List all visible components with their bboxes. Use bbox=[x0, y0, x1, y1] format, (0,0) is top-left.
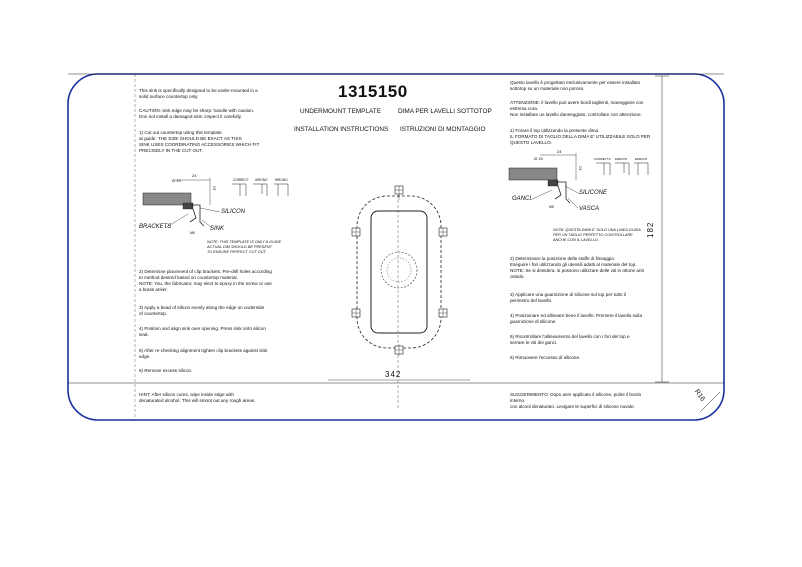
left-step5: 5) After re-checking alignment tighten clip brackets against sink edge. bbox=[139, 348, 268, 359]
right-step2: 2) Determinare la posizione delle staffe di fissaggio. Eseguire i fori utilizzando gli utensili adatti al materiale del top. NOTE: Se si desidera, si possono utilizzare delle viti in ottone anti ossido. bbox=[510, 256, 644, 279]
fit-wrong2-left: WRONG bbox=[275, 178, 288, 182]
fit-wrong2-right: ERRATO bbox=[635, 157, 648, 161]
right-step3: 3) Applicare una guarnizione di silicone sul top per tutto il perimetro del lavello. bbox=[510, 292, 626, 303]
fit-wrong1-left: WRONG bbox=[255, 178, 268, 182]
label-ganci: GANCI bbox=[512, 196, 532, 202]
left-step6: 6) Remove excess silicon. bbox=[139, 368, 193, 373]
title-it-1: DIMA PER LAVELLI SOTTOTOP bbox=[398, 108, 492, 115]
right-step4: 4) Posizionare ed allineare bene il lavello. Premere il lavello sulla guarnizione di silicone. bbox=[510, 313, 643, 324]
detail-15-left: Ø 15 bbox=[172, 178, 181, 183]
detail-24-right: 24 bbox=[557, 149, 562, 154]
detail-10-right: 10 bbox=[577, 166, 583, 171]
left-step3: 3) Apply a bead of silicon evenly along the edge on underside of countertop. bbox=[139, 305, 265, 316]
dimension-width: 342 bbox=[385, 370, 402, 379]
label-sink: SINK bbox=[210, 226, 225, 232]
detail-24-left: 24 bbox=[192, 173, 197, 178]
label-mk-left: MK bbox=[190, 231, 196, 235]
right-step1: 1) Forare il top utilizzando la presente dima. IL FORMATO DI TAGLIO DELLA DIMA E' UTILIZZABILE SOLO PER QUESTO LAVELLO. bbox=[510, 128, 651, 145]
fit-correct-left: CORRECT bbox=[233, 178, 249, 182]
product-code: 1315150 bbox=[338, 82, 408, 101]
left-caution: CAUTION: sink edge may be sharp: handle with caution. Don not install a damaged sink: inspect it carefully. bbox=[139, 108, 255, 119]
left-note: NOTE: THIS TEMPLATE IS ONLY A GUIDE ACTUAL DIM SHOULD BE PRESENT TO ENSURE PERFECT CUT OUT. bbox=[207, 240, 282, 254]
left-intro: This sink is specifically designed to be under-mounted in a solid surface countertop only. bbox=[139, 88, 258, 99]
label-silicon: SILICON bbox=[221, 209, 246, 215]
left-hint: HINT: After silicon cures, wipe inside edge with denaturated alcohol. This will smoot out any rough areas. bbox=[139, 392, 256, 403]
left-step2: 2) Determine placement of clip brackets. Pre-drill holes according to method desired based on countertop material. NOTE: You, the fabricator, may elect to epoxy in the screw or use a brass anker. bbox=[139, 269, 272, 292]
title-en-1: UNDERMOUNT TEMPLATE bbox=[300, 108, 381, 115]
title-en-2: INSTALLATION INSTRUCTIONS bbox=[294, 126, 389, 133]
title-it-2: ISTRUZIONI DI MONTAGGIO bbox=[400, 126, 486, 133]
right-step5: 5) Ricontrollare l'allineamento del lavello con i fori del top e serrare le viti dei ganci. bbox=[510, 334, 630, 345]
right-step6: 6) Rimuovere l'eccesso di silicone. bbox=[510, 355, 581, 360]
left-step1: 1) Cut out countertop using this template at guide. THE SIZE SHOULD BE EXACT AS THIS SINK USES COORDINATING ACCESSORIES WHICH FIT PRECISELY IN THE CUT OUT. bbox=[139, 130, 260, 153]
label-silicone: SILICONE bbox=[579, 190, 608, 196]
fit-correct-right: CORRETTO bbox=[594, 157, 611, 161]
right-caution: ATTENZIONE: il lavello può avere bordi taglienti, maneggiare con estrema cura. Non installare un lavello danneggiato, controllare con attenzione. bbox=[510, 100, 644, 117]
label-vasca: VASCA bbox=[579, 206, 600, 212]
left-step4: 4) Position and align sink over opening. Press sink onto silicon seal. bbox=[139, 326, 266, 337]
label-mk-right: MK bbox=[549, 205, 555, 209]
label-brackets: BRACKETS bbox=[139, 224, 172, 230]
detail-10-left: 10 bbox=[211, 186, 217, 191]
dimension-radius: R16 bbox=[692, 388, 706, 403]
fit-wrong1-right: ERRATO bbox=[615, 157, 628, 161]
right-hint: SUGGERIMENTO: Dopo aver applicato il silicone, pulire il bordo interno con alcool denaturato. Levigare le superfici di silicone nuvide. bbox=[510, 392, 642, 409]
dimension-height: 182 bbox=[646, 221, 655, 238]
drain-hole bbox=[381, 252, 417, 288]
cutout-outer bbox=[357, 196, 441, 348]
cutout-inner bbox=[371, 211, 427, 333]
right-intro: Questo lavello è progettato esclusivamente per essere installato sottotop su un materiale non poroso. bbox=[510, 80, 641, 91]
detail-15-right: Ø 15 bbox=[534, 156, 543, 161]
right-note: NOTA: QUESTA DIMA E' SOLO UNA LINEA GUIDA PER UN TAGLIO PERFETTO CONTROLLARE ANCHE CON IL LAVELLO. bbox=[553, 228, 641, 242]
